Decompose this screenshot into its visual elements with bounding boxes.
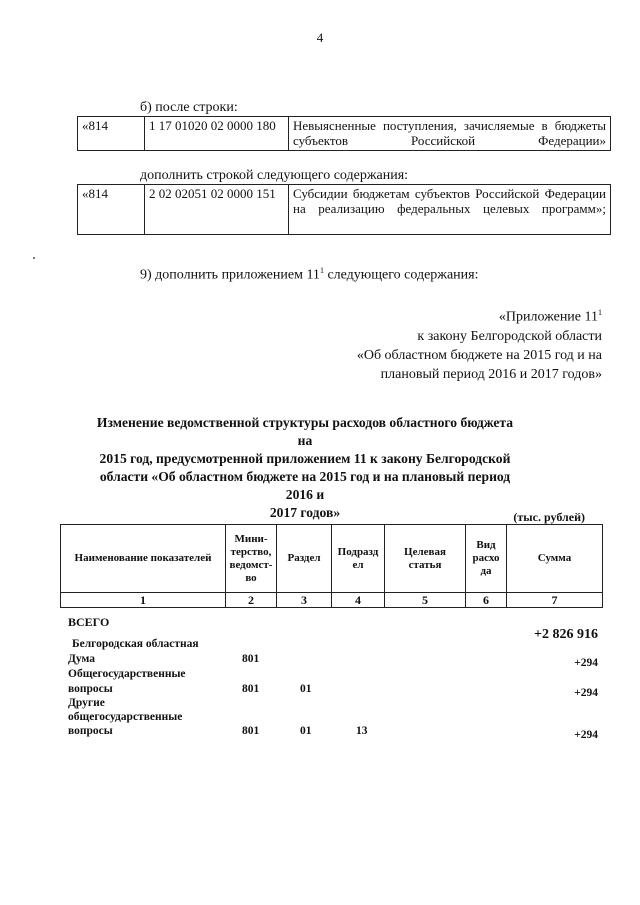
- point-9-sup: 1: [319, 266, 324, 275]
- page-number: 4: [316, 30, 324, 45]
- budget-table-header: [60, 524, 603, 608]
- row-other-section: 01: [300, 725, 312, 737]
- row-duma-name-2: Дума: [68, 653, 96, 665]
- col-number: 2: [226, 593, 277, 608]
- total-label: ВСЕГО: [68, 615, 110, 629]
- row-general-ministry: 801: [242, 683, 260, 695]
- point-9-text: 9) дополнить приложением 11: [140, 267, 320, 283]
- row-other-name-3: вопросы: [68, 725, 113, 737]
- units-label: (тыс. рублей): [513, 510, 585, 524]
- row-kbk: 2 02 02051 02 0000 151: [145, 185, 289, 235]
- row-other-name-2: общегосударственные: [68, 711, 183, 723]
- appendix-line-1: «Приложение 11: [498, 309, 598, 325]
- point-9-tail: следующего содержания:: [323, 267, 479, 283]
- appendix-line-2: к закону Белгородской области: [417, 328, 602, 344]
- col-header-section: Раздел: [277, 525, 332, 593]
- col-header-target: Целевая статья: [385, 525, 466, 593]
- scan-mark: [33, 257, 35, 259]
- section-add-intro: дополнить строкой следующего содержания:: [140, 168, 409, 183]
- appendix-sup: 1: [598, 308, 602, 317]
- col-header-name: Наименование показателей: [61, 525, 226, 593]
- row-kbk: 1 17 01020 02 0000 180: [145, 117, 289, 151]
- col-header-type: Вид расхо да: [466, 525, 507, 593]
- row-duma-sum: +294: [574, 657, 598, 669]
- title-line-2: 2015 год, предусмотренной приложением 11 к закону Белгородской: [99, 451, 511, 466]
- row-other-name-1: Другие: [68, 697, 105, 709]
- row-other-sum: +294: [574, 729, 598, 741]
- col-header-subsection: Подразд ел: [332, 525, 385, 593]
- row-code: «814: [78, 117, 145, 151]
- title-line-4: 2017 годов»: [269, 505, 341, 520]
- row-general-sum: +294: [574, 687, 598, 699]
- row-other-subsection: 13: [356, 725, 368, 737]
- col-header-sum: Сумма: [507, 525, 603, 593]
- appendix-header: [357, 303, 602, 384]
- section-b-intro: б) после строки:: [140, 100, 238, 115]
- col-number: 7: [507, 593, 603, 608]
- row-other-ministry: 801: [242, 725, 260, 737]
- col-number: 4: [332, 593, 385, 608]
- row-general-name-1: Общегосударственные: [68, 668, 186, 680]
- appendix-line-4: плановый период 2016 и 2017 годов»: [380, 366, 602, 382]
- row-description: Невыясненные поступления, зачисляемые в бюджеты субъектов Российской Федерации»: [289, 117, 611, 151]
- total-sum: +2 826 916: [534, 627, 598, 642]
- row-general-name-2: вопросы: [68, 683, 113, 695]
- row-description: Субсидии бюджетам субъектов Российской Федерации на реализацию федеральных целевых программ»;: [289, 185, 611, 235]
- point-9: [140, 266, 478, 284]
- title-line-1: Изменение ведомственной структуры расходов областного бюджета на: [96, 415, 514, 448]
- row-duma-name-1: Белгородская областная: [72, 638, 199, 650]
- appendix-line-3: «Об областном бюджете на 2015 год и на: [356, 347, 602, 363]
- added-row-table: [77, 184, 611, 235]
- col-number: 6: [466, 593, 507, 608]
- replaced-row-table: [77, 116, 611, 151]
- col-number: 3: [277, 593, 332, 608]
- col-header-ministry: Мини-терство, ведомст-во: [226, 525, 277, 593]
- row-code: «814: [78, 185, 145, 235]
- row-general-section: 01: [300, 683, 312, 695]
- col-number: 5: [385, 593, 466, 608]
- document-title: [90, 414, 520, 522]
- title-line-3: области «Об областном бюджете на 2015 год и на плановый период 2016 и: [99, 469, 511, 502]
- col-number: 1: [61, 593, 226, 608]
- row-duma-ministry: 801: [242, 653, 260, 665]
